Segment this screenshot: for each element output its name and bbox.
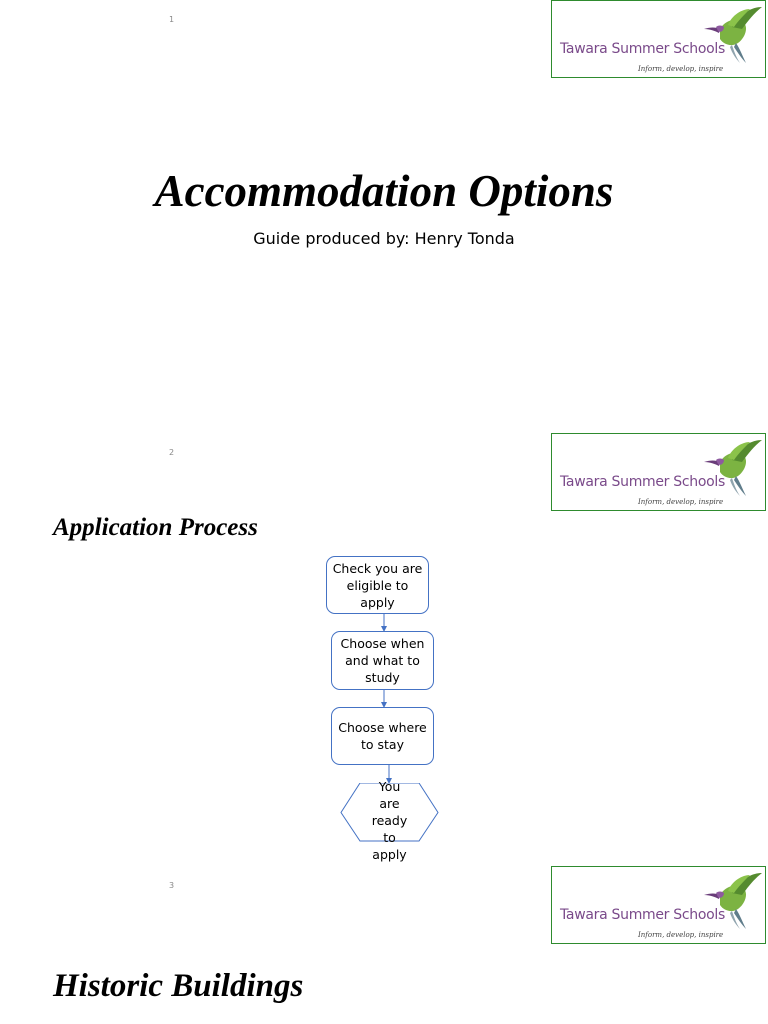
logo-tagline: Inform, develop, inspire [638, 931, 724, 939]
flow-step-study: Choose when and what to study [331, 631, 434, 690]
document-subtitle: Guide produced by: Henry Tonda [253, 229, 515, 248]
flow-step-eligibility: Check you are eligible to apply [326, 556, 429, 614]
hummingbird-icon [702, 871, 764, 931]
logo [551, 866, 766, 944]
section-heading: Application Process [53, 514, 258, 541]
flow-step-ready-label: You are ready to apply [371, 779, 408, 862]
page-number: 2 [169, 448, 175, 457]
logo-name: Tawara Summer Schools [560, 474, 725, 490]
page-number: 1 [169, 15, 175, 24]
logo-name: Tawara Summer Schools [560, 41, 725, 57]
flow-step-ready [340, 779, 439, 862]
document-title: Accommodation Options [154, 166, 614, 216]
page-number: 3 [169, 881, 175, 890]
flow-step-stay: Choose where to stay [331, 707, 434, 765]
logo-tagline: Inform, develop, inspire [638, 65, 724, 73]
section-heading: Historic Buildings [53, 968, 304, 1004]
logo-tagline: Inform, develop, inspire [638, 498, 724, 506]
logo-name: Tawara Summer Schools [560, 907, 725, 923]
